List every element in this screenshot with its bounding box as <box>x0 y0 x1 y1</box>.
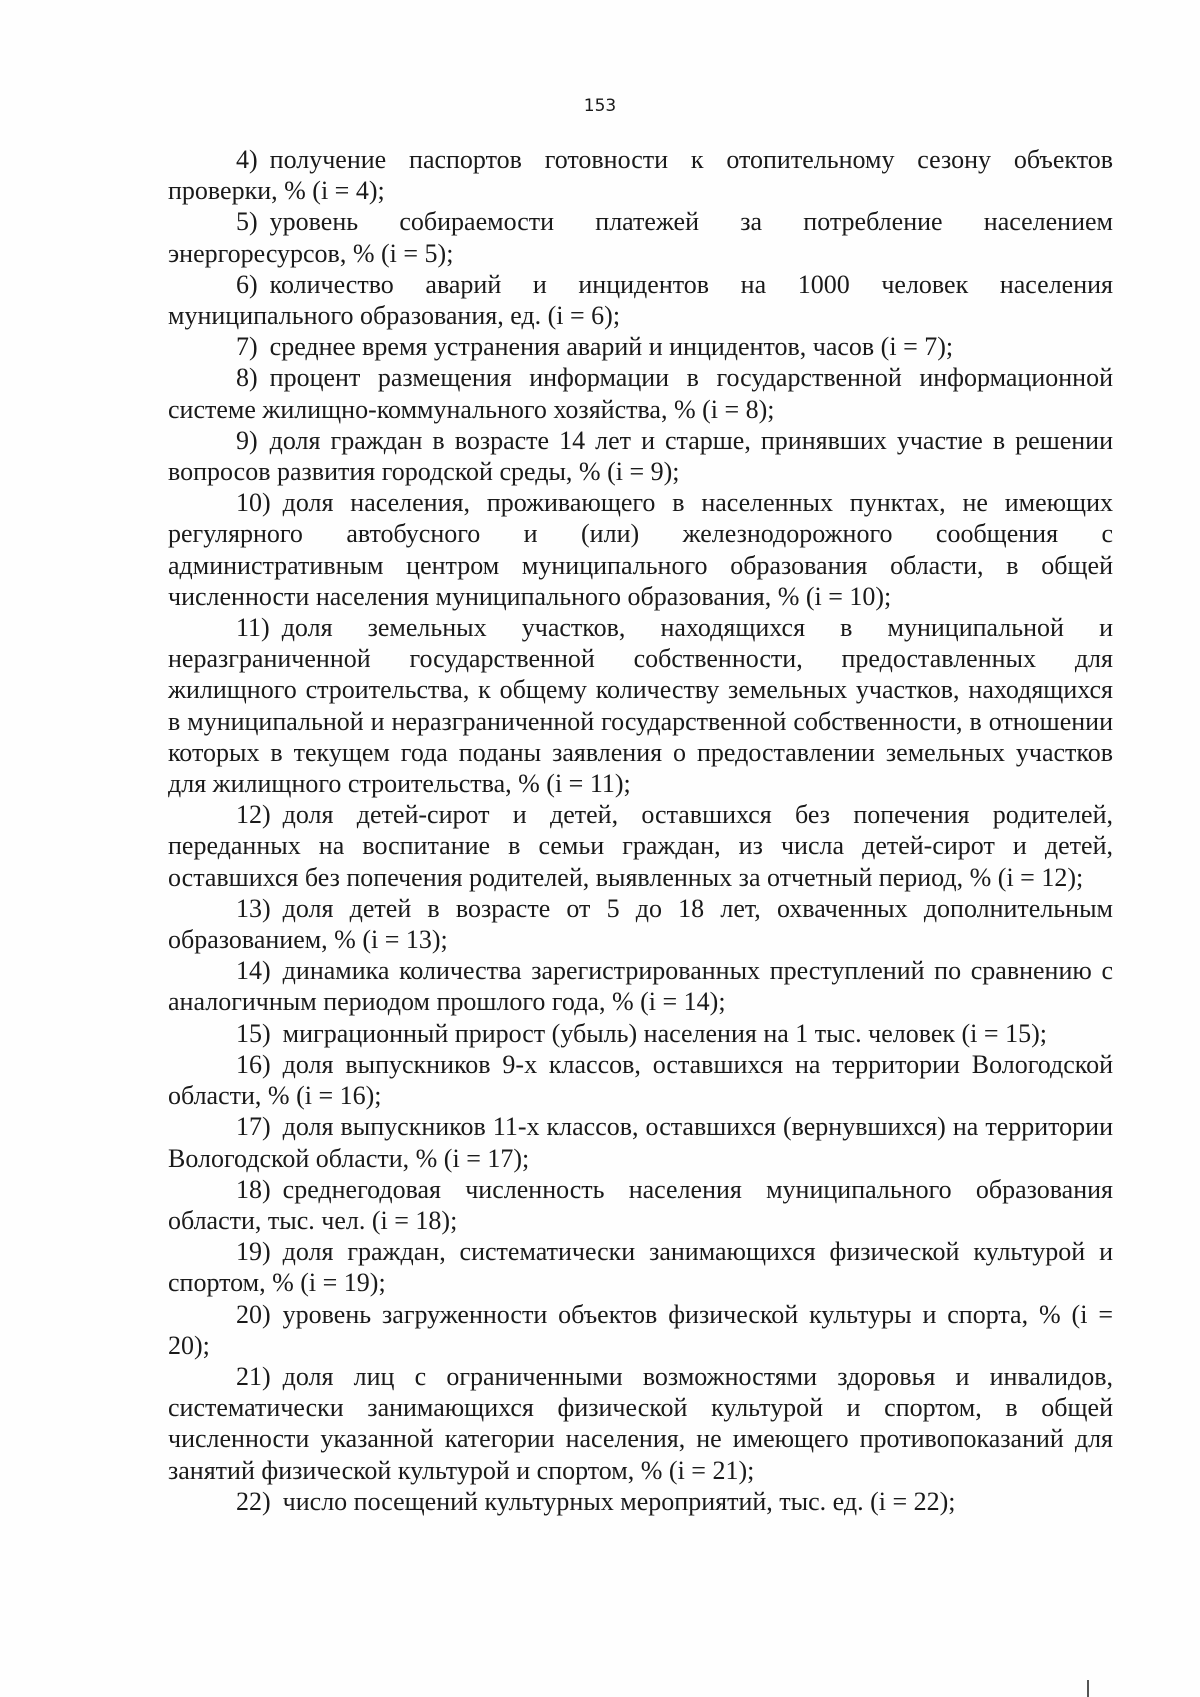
item-number: 15) <box>236 1018 271 1048</box>
item-text: доля граждан, систематически занимающихся физической культурой и спортом, % (i = 19); <box>168 1237 1113 1298</box>
item-number: 20) <box>236 1299 271 1329</box>
list-item <box>168 799 1113 893</box>
item-text: доля выпускников 11-х классов, оставшихся (вернувшихся) на территории Вологодской области, % (i = 17); <box>168 1112 1113 1173</box>
item-text: доля населения, проживающего в населенных пунктах, не имеющих регулярного автобусного и (или) железнодорожного сообщения с административным центром муниципального образования области, в общей численности населения муниципального образования, % (i = 10); <box>168 488 1113 611</box>
list-item <box>168 362 1113 424</box>
item-text: доля детей-сирот и детей, оставшихся без попечения родителей, переданных на воспитание в семьи граждан, из числа детей-сирот и детей, оставшихся без попечения родителей, выявленных за отчетный период, % (i = 12); <box>168 800 1113 892</box>
list-item <box>168 1486 1113 1517</box>
list-item <box>168 269 1113 331</box>
list-item <box>168 1111 1113 1173</box>
item-number: 10) <box>236 488 271 518</box>
item-text: доля лиц с ограниченными возможностями здоровья и инвалидов, систематически занимающихся физической культурой и спортом, в общей численности указанной категории населения, не имеющего противопоказаний для занятий физической культурой и спортом, % (i = 21); <box>168 1361 1113 1485</box>
indicator-list <box>168 144 1113 1517</box>
item-number: 12) <box>236 800 271 830</box>
item-number: 9) <box>236 425 258 455</box>
list-item <box>168 144 1113 206</box>
list-item <box>168 1174 1113 1236</box>
list-item <box>168 1236 1113 1298</box>
list-item <box>168 487 1113 612</box>
item-text: среднегодовая численность населения муниципального образования области, тыс. чел. (i = 18); <box>168 1174 1113 1235</box>
item-text: уровень загруженности объектов физической культуры и спорта, % (i = 20); <box>168 1299 1113 1360</box>
item-number: 18) <box>236 1174 271 1204</box>
item-number: 17) <box>236 1112 271 1142</box>
item-number: 14) <box>236 956 271 986</box>
item-number: 16) <box>236 1049 271 1079</box>
item-text: уровень собираемости платежей за потребление населением энергоресурсов, % (i = 5); <box>168 207 1113 268</box>
item-text: среднее время устранения аварий и инцидентов, часов (i = 7); <box>269 332 954 362</box>
item-text: доля детей в возрасте от 5 до 18 лет, охваченных дополнительным образованием, % (i = 13); <box>168 893 1113 955</box>
item-number: 6) <box>236 269 258 299</box>
item-text: число посещений культурных мероприятий, тыс. ед. (i = 22); <box>282 1486 956 1516</box>
item-number: 21) <box>236 1361 271 1391</box>
item-text: получение паспортов готовности к отопительному сезону объектов проверки, % (i = 4); <box>168 145 1113 206</box>
list-item <box>168 206 1113 268</box>
item-number: 11) <box>236 613 270 643</box>
item-text: доля земельных участков, находящихся в муниципальной и неразграниченной государственной собственности, предоставленных для жилищного строительства, к общему количеству земельных участков, находящихся в муниципальной и неразграниченной государственной собственности, в отношении которых в текущем года поданы заявления о предоставлении земельных участков для жилищного строительства, % (i = 11); <box>168 613 1113 799</box>
item-text: доля граждан в возрасте 14 лет и старше, принявших участие в решении вопросов развития городской среды, % (i = 9); <box>168 425 1113 487</box>
list-item <box>168 1018 1113 1049</box>
item-number: 22) <box>236 1486 271 1516</box>
item-text: динамика количества зарегистрированных преступлений по сравнению с аналогичным периодом прошлого года, % (i = 14); <box>168 956 1113 1017</box>
list-item <box>168 1361 1113 1486</box>
list-item <box>168 1049 1113 1111</box>
scan-margin-mark <box>1087 1680 1089 1697</box>
item-text: процент размещения информации в государственной информационной системе жилищно-коммунального хозяйства, % (i = 8); <box>168 363 1113 424</box>
page-number: 153 <box>583 96 617 116</box>
list-item <box>168 1299 1113 1361</box>
item-number: 8) <box>236 363 258 393</box>
item-text: доля выпускников 9-х классов, оставшихся на территории Вологодской области, % (i = 16); <box>168 1049 1113 1111</box>
item-number: 19) <box>236 1237 271 1267</box>
item-text: количество аварий и инцидентов на 1000 человек населения муниципального образования, ед. (i = 6); <box>168 269 1113 331</box>
list-item <box>168 893 1113 955</box>
item-text: миграционный прирост (убыль) населения на 1 тыс. человек (i = 15); <box>282 1018 1047 1048</box>
list-item <box>168 331 1113 362</box>
item-number: 5) <box>236 207 258 237</box>
list-item <box>168 612 1113 799</box>
list-item <box>168 955 1113 1017</box>
item-number: 7) <box>236 332 258 362</box>
item-number: 4) <box>236 145 258 174</box>
list-item <box>168 425 1113 487</box>
item-number: 13) <box>236 893 271 923</box>
